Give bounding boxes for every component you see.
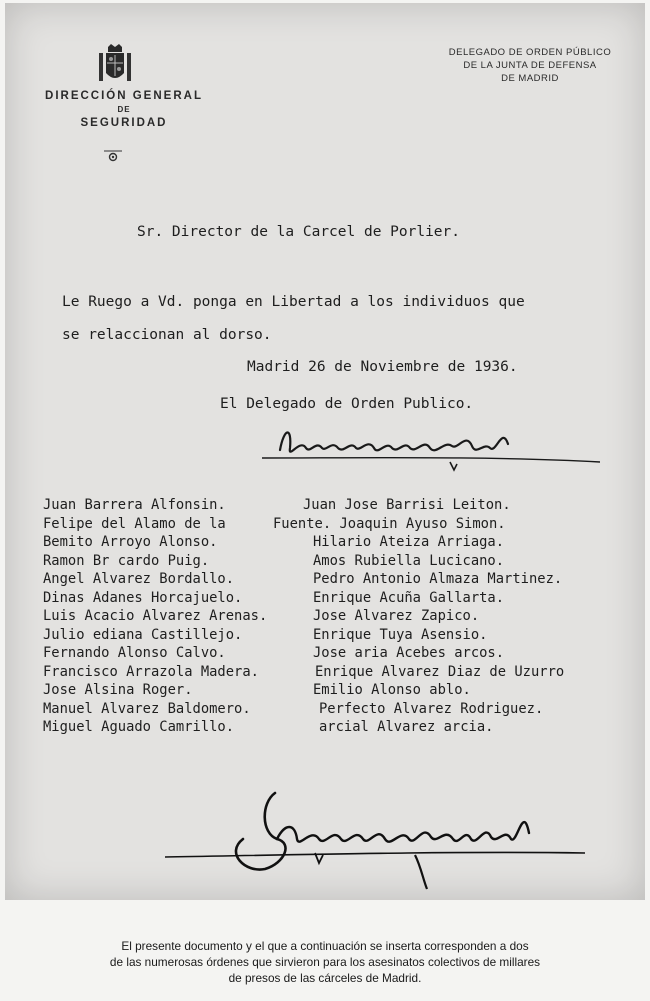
- signature-top: [240, 418, 620, 478]
- org-line-2: DE: [117, 105, 131, 114]
- name-right: Jose Alvarez Zapico.: [313, 608, 480, 624]
- name-left: Ramon Br cardo Puig.: [43, 552, 210, 569]
- caption-line-3: de presos de las cárceles de Madrid.: [228, 971, 422, 985]
- name-left: Bemito Arroyo Alonso.: [43, 534, 218, 550]
- caption-line-1: El presente documento y el que a continuación se inserta corresponden a dos: [121, 939, 529, 953]
- delegate-line-2: DE LA JUNTA DE DEFENSA: [463, 60, 597, 71]
- letterhead-left: [19, 90, 229, 129]
- name-left: Jose Alsina Roger.: [43, 682, 193, 698]
- letter-body-line-1: Le Ruego a Vd. ponga en Libertad a los individuos que: [62, 294, 525, 310]
- name-left: Luis Acacio Alvarez Arenas.: [43, 608, 268, 624]
- org-line-3: SEGURIDAD: [80, 117, 168, 129]
- name-right: Pedro Antonio Almaza Martinez.: [313, 571, 563, 587]
- name-left: Felipe del Alamo de la: [43, 515, 226, 532]
- name-left: Angel Alvarez Bordallo.: [43, 571, 235, 587]
- document-photo: [5, 3, 645, 900]
- letterhead-right: [420, 46, 640, 85]
- name-right: Enrique Acuña Gallarta.: [313, 589, 505, 606]
- delegate-line-3: DE MADRID: [501, 73, 559, 84]
- name-left: Julio ediana Castillejo.: [43, 626, 243, 643]
- org-line-1: DIRECCIÓN GENERAL: [45, 90, 203, 102]
- name-right: arcial Alvarez arcia.: [319, 719, 494, 735]
- sender-title: El Delegado de Orden Publico.: [220, 396, 474, 412]
- coat-of-arms-icon: [95, 43, 135, 85]
- name-right: Hilario Ateiza Arriaga.: [313, 534, 505, 550]
- figure-caption: [0, 938, 650, 986]
- name-left: Francisco Arrazola Madera.: [43, 663, 259, 680]
- name-left: Dinas Adanes Horcajuelo.: [43, 589, 243, 606]
- name-right: Perfecto Alvarez Rodriguez.: [319, 700, 544, 717]
- signature-bottom: [165, 783, 585, 893]
- letter-body-line-2: se relaccionan al dorso.: [62, 327, 272, 343]
- name-right: Fuente. Joaquin Ayuso Simon.: [273, 515, 506, 532]
- name-right: Juan Jose Barrisi Leiton.: [303, 497, 511, 513]
- name-left: Fernando Alonso Calvo.: [43, 645, 226, 661]
- name-right: Enrique Tuya Asensio.: [313, 626, 488, 643]
- name-left: Miguel Aguado Camrillo.: [43, 719, 235, 735]
- caption-line-2: de las numerosas órdenes que sirvieron para los asesinatos colectivos de millares: [109, 955, 541, 969]
- delegate-line-1: DELEGADO DE ORDEN PÚBLICO: [448, 47, 612, 58]
- name-right: Amos Rubiella Lucicano.: [313, 552, 505, 569]
- name-right: Enrique Alvarez Diaz de Uzurro: [315, 663, 565, 680]
- name-right: Jose aria Acebes arcos.: [313, 645, 505, 661]
- name-left: Manuel Alvarez Baldomero.: [43, 700, 251, 717]
- letter-date: Madrid 26 de Noviembre de 1936.: [247, 359, 518, 375]
- addressee: Sr. Director de la Carcel de Porlier.: [137, 224, 461, 240]
- ornament-icon: [102, 149, 124, 163]
- name-left: Juan Barrera Alfonsin.: [43, 497, 226, 513]
- name-right: Emilio Alonso ablo.: [313, 682, 471, 698]
